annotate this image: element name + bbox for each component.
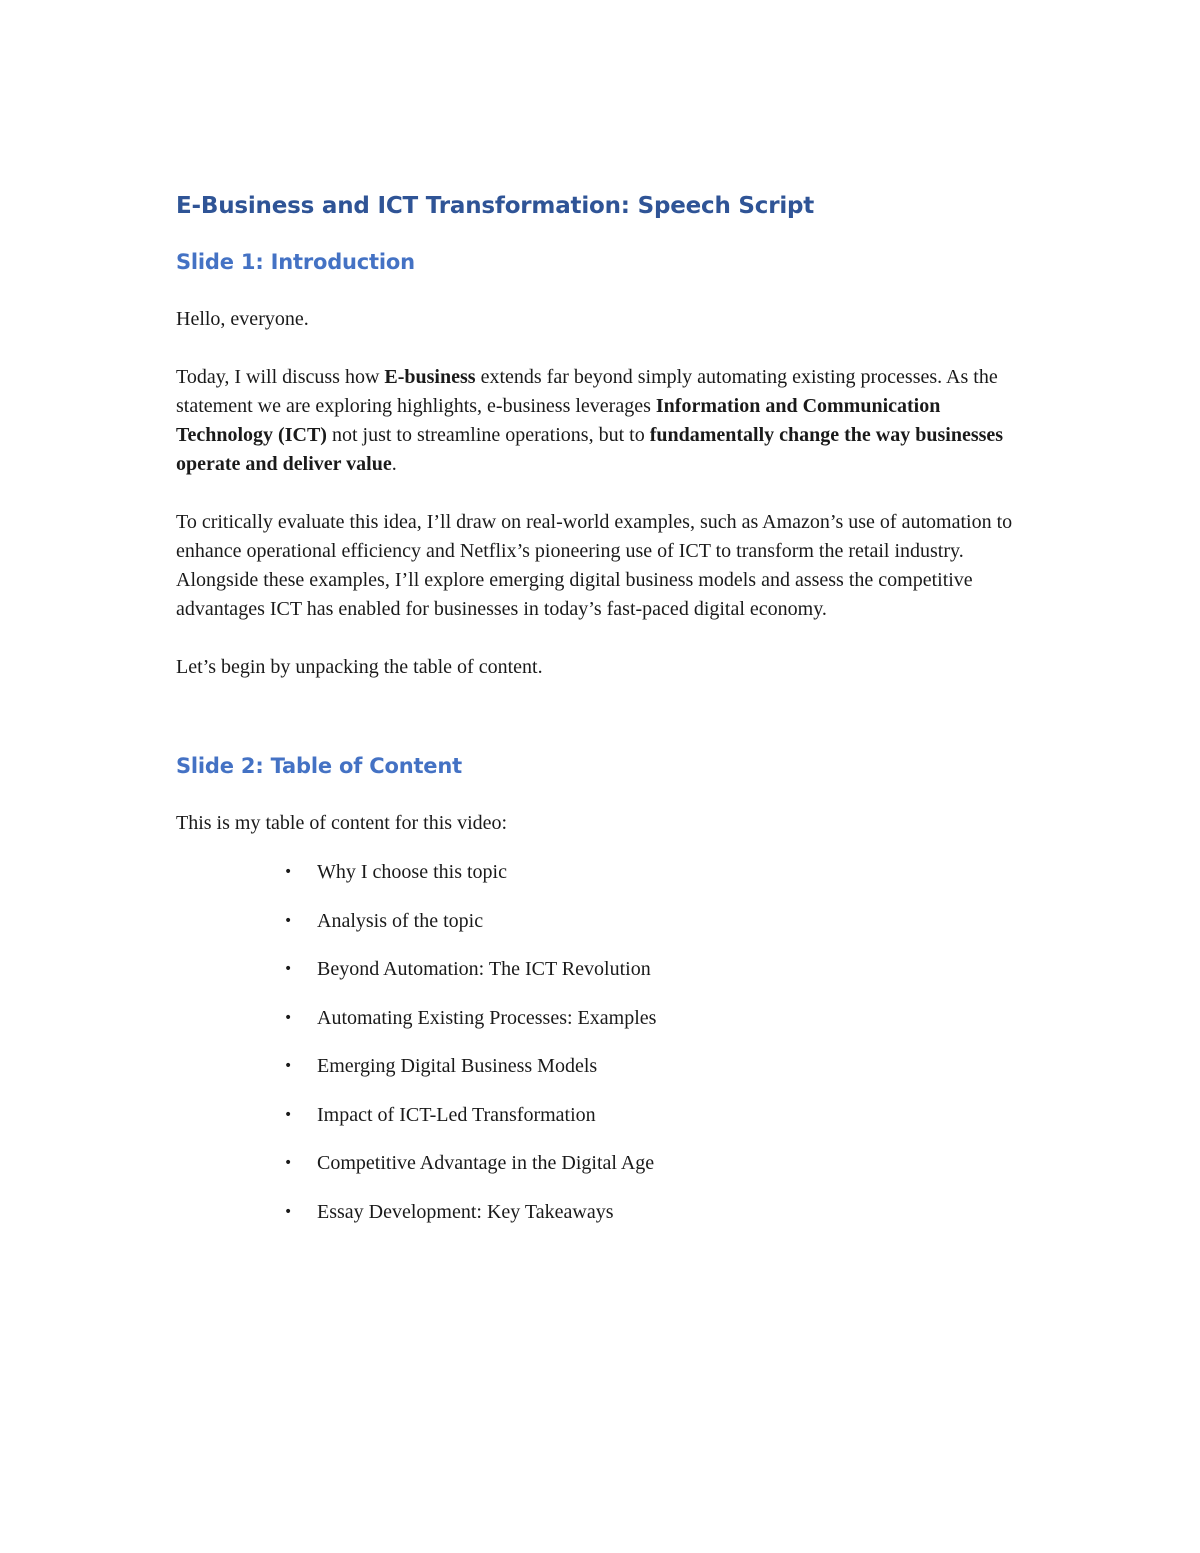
bullet-icon: • [284, 864, 293, 880]
toc-item-label: Automating Existing Processes: Examples [317, 1006, 657, 1029]
slide2-intro: This is my table of content for this video: [176, 812, 508, 834]
bullet-icon: • [284, 912, 293, 929]
bullet-icon: • [284, 1203, 293, 1220]
p1-text-3: not just to streamline operations, but to [326, 424, 650, 446]
toc-item [176, 1101, 1026, 1130]
p1-bold-change: fundamentally change the way businesses operate and deliver value [176, 424, 1004, 475]
slide1-heading: Slide 1: Introduction [176, 250, 415, 274]
toc-item-label: Competitive Advantage in the Digital Age [317, 1152, 655, 1174]
p1-text-2: extends far beyond simply automating existing processes. As the statement we are exploring highlights, e-business leverages [176, 366, 998, 417]
table-of-content-list [176, 858, 1026, 1227]
slide1-greeting: Hello, everyone. [176, 308, 309, 330]
p1-text-1: Today, I will discuss how [176, 366, 385, 388]
toc-item-label: Essay Development: Key Takeaways [317, 1200, 614, 1223]
bullet-icon: • [284, 1155, 293, 1171]
toc-item-label: Emerging Digital Business Models [317, 1055, 598, 1077]
toc-item [176, 1198, 1026, 1227]
bullet-icon: • [284, 1058, 293, 1074]
slide2-heading: Slide 2: Table of Content [176, 754, 462, 778]
bullet-icon: • [284, 961, 293, 977]
toc-item [176, 955, 1026, 984]
toc-item [176, 1052, 1026, 1081]
toc-item-label: Analysis of the topic [317, 909, 484, 932]
toc-item [176, 907, 1026, 936]
document-body [176, 190, 1026, 1246]
document-title: E-Business and ICT Transformation: Speech Script [176, 193, 815, 219]
toc-item-label: Why I choose this topic [317, 861, 507, 883]
slide1-paragraph-intro [176, 363, 1026, 479]
p1-bold-ict: Information and Communication Technology (ICT) [176, 395, 941, 446]
p1-bold-ebusiness: E-business [384, 366, 476, 388]
slide1-paragraph-evaluate: To critically evaluate this idea, I’ll draw on real-world examples, such as Amazon’s use of automation to enhance operational efficiency and Netflix’s pioneering use of ICT to transform the retail industry. Alongside these examples, I’ll explore emerging digital business models and assess the competitive advantages ICT has enabled for businesses in today’s fast-paced digital economy. [176, 511, 1013, 620]
toc-item [176, 1004, 1026, 1033]
toc-item-label: Impact of ICT-Led Transformation [317, 1103, 596, 1126]
toc-item [176, 1149, 1026, 1178]
p1-text-4: . [391, 453, 397, 475]
toc-item-label: Beyond Automation: The ICT Revolution [317, 958, 651, 980]
bullet-icon: • [284, 1009, 293, 1026]
slide1-paragraph-begin: Let’s begin by unpacking the table of content. [176, 656, 543, 678]
toc-item [176, 858, 1026, 887]
bullet-icon: • [284, 1106, 293, 1123]
